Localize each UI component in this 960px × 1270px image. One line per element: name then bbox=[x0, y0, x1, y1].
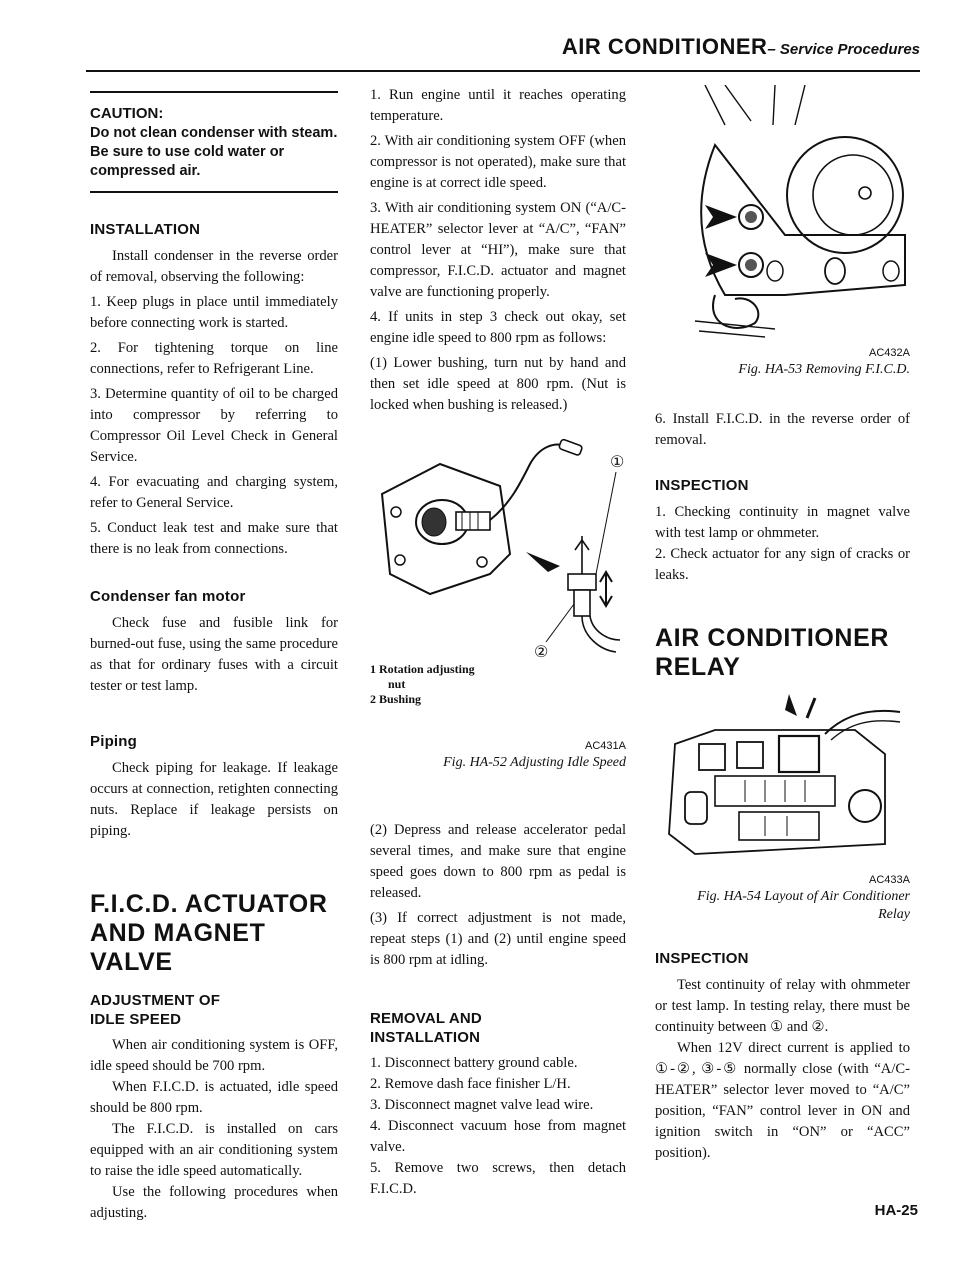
adjustment-paragraph: The F.I.C.D. is installed on cars equipped with an air conditioning system to raise the idle speed automatically. bbox=[90, 1121, 338, 1179]
figure-caption-line1: Fig. HA-54 Layout of Air Conditioner bbox=[697, 889, 910, 904]
installation-step: 5. Conduct leak test and make sure that there is no leak from connections. bbox=[90, 520, 338, 557]
adjustment-paragraph: Use the following procedures when adjusting. bbox=[90, 1184, 338, 1221]
header-rule bbox=[86, 70, 920, 72]
installation-step: 4. For evacuating and charging system, refer to General Service. bbox=[90, 474, 338, 511]
relay-inspection-paragraph: Test continuity of relay with ohmmeter or test lamp. In testing relay, there must be continuity between ① and ②. bbox=[655, 977, 910, 1035]
piping-text: Check piping for leakage. If leakage occurs at connection, retighten connecting nuts. Replace if leakage persists on piping. bbox=[90, 760, 338, 839]
adjustment-heading-line2: IDLE SPEED bbox=[90, 1011, 182, 1028]
caution-text: Do not clean condenser with steam. Be sure to use cold water or compressed air. bbox=[90, 125, 338, 179]
ficd-heading-line2: AND MAGNET VALVE bbox=[90, 919, 266, 976]
relay-heading-line2: RELAY bbox=[655, 653, 741, 681]
figure-caption-line2: Relay bbox=[878, 907, 910, 922]
installation-heading: INSTALLATION bbox=[90, 221, 201, 238]
figure-ha-53 bbox=[655, 85, 910, 385]
relay-inspection-paragraph: When 12V direct current is applied to ①-②, ③-⑤ normally close (with “A/C-HEATER” selector lever moved to “A/C” position, “FAN” control lever in ON and ignition switch in “ON” or “ACC” position). bbox=[655, 1040, 910, 1161]
relay-heading-line1: AIR CONDITIONER bbox=[655, 624, 889, 652]
idle-step: 3. With air conditioning system ON (“A/C-HEATER” selector lever at “A/C”, “FAN” control lever at “HI”), make sure that compressor, F.I.C.D. actuator and magnet valve are functioning properly. bbox=[370, 200, 626, 300]
figure-caption: Fig. HA-53 Removing F.I.C.D. bbox=[738, 362, 910, 377]
figure-code: AC431A bbox=[585, 740, 626, 752]
inspection-step: 2. Check actuator for any sign of cracks or leaks. bbox=[655, 546, 910, 583]
adjustment-heading-line1: ADJUSTMENT OF bbox=[90, 992, 221, 1009]
left-column bbox=[90, 85, 338, 1228]
ficd-adjustment-illustration bbox=[370, 424, 626, 664]
right-column bbox=[655, 85, 910, 1168]
removal-step: 5. Remove two screws, then detach F.I.C.D. bbox=[370, 1160, 626, 1197]
callout-1: ① bbox=[610, 454, 625, 471]
adjustment-paragraph: When air conditioning system is OFF, idle speed should be 700 rpm. bbox=[90, 1037, 338, 1074]
header-subtitle: – Service Procedures bbox=[767, 41, 920, 58]
ficd-removal-illustration bbox=[655, 85, 910, 345]
installation-step: 2. For tightening torque on line connections, refer to Refrigerant Line. bbox=[90, 340, 338, 377]
caution-box bbox=[90, 91, 338, 193]
installation-step: 3. Determine quantity of oil to be charged into compressor by referring to Compressor Oil Level Check in General Service. bbox=[90, 386, 338, 465]
removal-step: 2. Remove dash face finisher L/H. bbox=[370, 1076, 571, 1092]
middle-column bbox=[370, 85, 626, 1204]
install-step: 6. Install F.I.C.D. in the reverse order of removal. bbox=[655, 411, 910, 448]
adjustment-paragraph: When F.I.C.D. is actuated, idle speed should be 800 rpm. bbox=[90, 1079, 338, 1116]
idle-step: 4. If units in step 3 check out okay, set engine idle speed to 800 rpm as follows: bbox=[370, 309, 626, 346]
inspection-heading: INSPECTION bbox=[655, 477, 749, 494]
figure-ha-52 bbox=[370, 424, 626, 794]
installation-intro: Install condenser in the reverse order of removal, observing the following: bbox=[90, 248, 338, 285]
idle-step: 2. With air conditioning system OFF (when compressor is not operated), make sure that engine is at correct idle speed. bbox=[370, 133, 626, 191]
header-title: AIR CONDITIONER bbox=[561, 34, 768, 59]
removal-heading-line1: REMOVAL AND bbox=[370, 1010, 482, 1027]
relay-layout-illustration bbox=[655, 694, 910, 864]
legend-item: 2 Bushing bbox=[370, 692, 422, 706]
removal-heading-line2: INSTALLATION bbox=[370, 1029, 481, 1046]
figure-code: AC433A bbox=[869, 874, 910, 886]
page-header bbox=[460, 34, 920, 60]
figure-legend bbox=[370, 662, 530, 707]
idle-step: (2) Depress and release accelerator pedal several times, and make sure that engine speed goes down to 800 rpm as pedal is released. bbox=[370, 822, 626, 901]
condenser-fan-heading: Condenser fan motor bbox=[90, 588, 246, 605]
idle-step: 1. Run engine until it reaches operating temperature. bbox=[370, 87, 626, 124]
piping-heading: Piping bbox=[90, 733, 138, 750]
figure-code: AC432A bbox=[869, 347, 910, 359]
installation-step: 1. Keep plugs in place until immediately before connecting work is started. bbox=[90, 294, 338, 331]
idle-step: (1) Lower bushing, turn nut by hand and then set idle speed at 800 rpm. (Nut is locked when bushing is released.) bbox=[370, 355, 626, 413]
legend-item: 1 Rotation adjusting bbox=[370, 662, 475, 676]
removal-step: 1. Disconnect battery ground cable. bbox=[370, 1055, 578, 1071]
idle-step: (3) If correct adjustment is not made, repeat steps (1) and (2) until engine speed is 800 rpm at idling. bbox=[370, 910, 626, 968]
removal-step: 4. Disconnect vacuum hose from magnet valve. bbox=[370, 1118, 626, 1155]
figure-caption: Fig. HA-52 Adjusting Idle Speed bbox=[443, 755, 626, 770]
ficd-heading-line1: F.I.C.D. ACTUATOR bbox=[90, 890, 328, 918]
removal-step: 3. Disconnect magnet valve lead wire. bbox=[370, 1097, 594, 1113]
legend-item: nut bbox=[388, 677, 406, 691]
figure-ha-54 bbox=[655, 694, 910, 924]
callout-2: ② bbox=[534, 644, 549, 661]
inspection-step: 1. Checking continuity in magnet valve with test lamp or ohmmeter. bbox=[655, 504, 910, 541]
condenser-fan-text: Check fuse and fusible link for burned-out fuse, using the same procedure as that for ordinary fuses with a circuit tester or test lamp. bbox=[90, 615, 339, 694]
relay-inspection-heading: INSPECTION bbox=[655, 950, 749, 967]
page-number: HA-25 bbox=[874, 1202, 918, 1219]
caution-title: CAUTION: bbox=[90, 105, 164, 122]
